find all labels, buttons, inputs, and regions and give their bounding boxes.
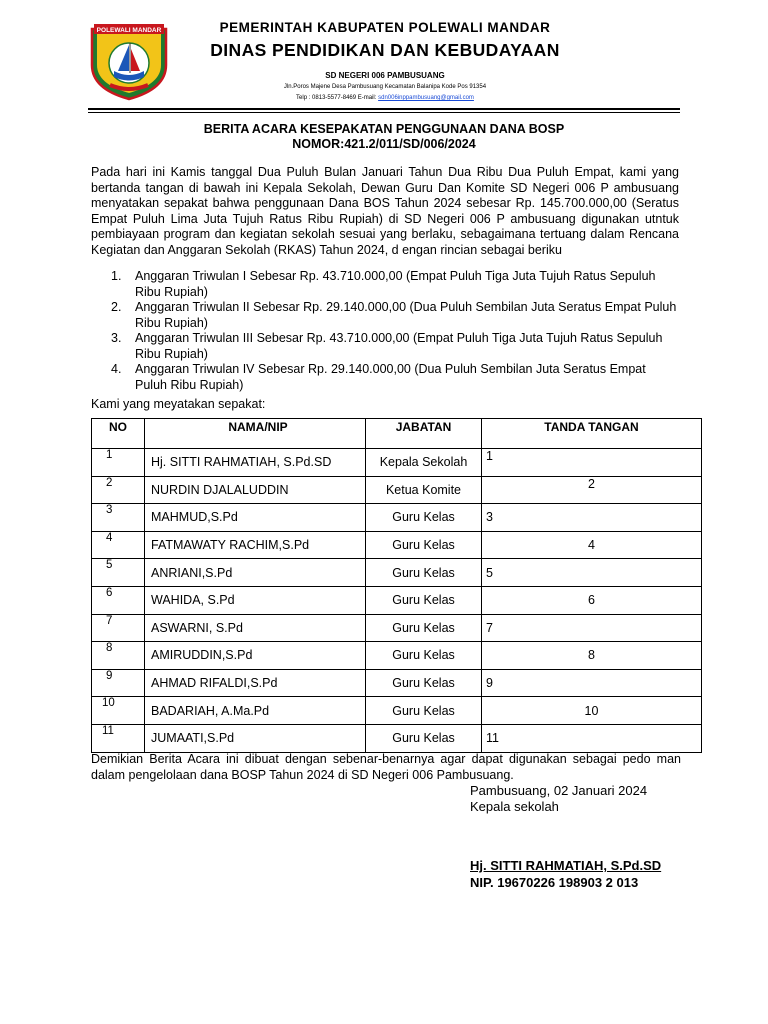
table-row: 9 AHMAD RIFALDI,S.Pd Guru Kelas 9 bbox=[92, 669, 702, 697]
signature-cell: 7 bbox=[482, 614, 702, 642]
table-row: 1 Hj. SITTI RAHMATIAH, S.Pd.SD Kepala Sekolah 1 bbox=[92, 449, 702, 477]
list-item: 2. Anggaran Triwulan II Sebesar Rp. 29.140.000,00 (Dua Puluh Sembilan Juta Seratus Empat Puluh Ribu Rupiah) bbox=[111, 300, 677, 330]
school-address: Jln.Poros Majene Desa Pambusuang Kecamatan Balanipa Kode Pos 91354 bbox=[283, 84, 487, 90]
signature-cell: 2 bbox=[482, 476, 702, 504]
header-signature: TANDA TANGAN bbox=[482, 419, 702, 449]
header-divider-thick bbox=[88, 108, 680, 110]
list-item: 4. Anggaran Triwulan IV Sebesar Rp. 29.140.000,00 (Dua Puluh Sembilan Juta Seratus Empat Puluh Ribu Rupiah) bbox=[111, 362, 646, 392]
signatories-table bbox=[91, 418, 702, 753]
government-name: PEMERINTAH KABUPATEN POLEWALI MANDAR bbox=[219, 20, 551, 35]
table-row: 5 ANRIANI,S.Pd Guru Kelas 5 bbox=[92, 559, 702, 587]
phone-text: Telp : 0813-5577-8469 E-mail: bbox=[296, 95, 377, 101]
signature-cell: 6 bbox=[482, 586, 702, 614]
list-item: 1. Anggaran Triwulan I Sebesar Rp. 43.710.000,00 (Empat Puluh Tiga Juta Tujuh Ratus Sepuluh Ribu Rupiah) bbox=[111, 269, 656, 299]
signature-cell: 5 bbox=[482, 559, 702, 587]
agreement-label: Kami yang meyatakan sepakat: bbox=[91, 397, 266, 411]
signature-cell: 9 bbox=[482, 669, 702, 697]
contact-line bbox=[190, 95, 580, 101]
intro-paragraph: Pada hari ini Kamis tanggal Dua Puluh Bulan Januari Tahun Dua Ribu Dua Puluh Empat, kami yang bertanda tangan di bawah ini Kepala Sekolah, Dewan Guru Dan Komite SD Negeri 006 P ambusuang menyatakan sepakat bahwa penggunaan Dana BOS Tahun 2024 sebesar Rp. 145.700.000,00 (Seratus Empat Puluh Lima Juta Tujuh Ratus Ribu Rupiah) di SD Negeri 006 P ambusuang digunakan utntuk pembiayaan program dan kegiatan sekolah sesuai yang berlaku, sebagaimana tertuang dalam Rencana Kegiatan dan Anggaran Sekolah (RKAS) Tahun 2024, d engan rincian sebagai beriku bbox=[91, 165, 679, 257]
budget-list bbox=[91, 269, 679, 393]
document-title: BERITA ACARA KESEPAKATAN PENGGUNAAN DANA BOSP bbox=[203, 122, 565, 136]
table-row: 4 FATMAWATY RACHIM,S.Pd Guru Kelas 4 bbox=[92, 531, 702, 559]
table-row: 11 JUMAATI,S.Pd Guru Kelas 11 bbox=[92, 724, 702, 752]
document-number: NOMOR:421.2/011/SD/006/2024 bbox=[292, 137, 476, 151]
header-divider-thin bbox=[88, 112, 680, 113]
agency-name: DINAS PENDIDIKAN DAN KEBUDAYAAN bbox=[210, 40, 560, 60]
table-row: 8 AMIRUDDIN,S.Pd Guru Kelas 8 bbox=[92, 642, 702, 670]
table-row: 10 BADARIAH, A.Ma.Pd Guru Kelas 10 bbox=[92, 697, 702, 725]
closing-paragraph: Demikian Berita Acara ini dibuat dengan sebenar-benarnya agar dapat digunakan sebagai pedo man dalam pengelolaan dana BOSP Tahun 2024 di SD Negeri 006 Pambusuang. bbox=[91, 752, 681, 782]
signature-cell: 10 bbox=[482, 697, 702, 725]
header-no: NO bbox=[92, 419, 145, 449]
table-row: 2 NURDIN DJALALUDDIN Ketua Komite 2 bbox=[92, 476, 702, 504]
school-name: SD NEGERI 006 PAMBUSUANG bbox=[325, 71, 445, 80]
table-row: 7 ASWARNI, S.Pd Guru Kelas 7 bbox=[92, 614, 702, 642]
signature-cell: 8 bbox=[482, 642, 702, 670]
header-name: NAMA/NIP bbox=[145, 419, 366, 449]
signature-cell: 1 bbox=[482, 449, 702, 477]
table-row: 6 WAHIDA, S.Pd Guru Kelas 6 bbox=[92, 586, 702, 614]
signature-cell: 3 bbox=[482, 504, 702, 532]
logo-text: POLEWALI MANDAR bbox=[96, 27, 162, 34]
table-header-row bbox=[92, 419, 702, 449]
signer-role: Kepala sekolah bbox=[470, 799, 559, 814]
table-row: 3 MAHMUD,S.Pd Guru Kelas 3 bbox=[92, 504, 702, 532]
list-item: 3. Anggaran Triwulan III Sebesar Rp. 43.710.000,00 (Empat Puluh Tiga Juta Tujuh Ratus Sepuluh Ribu Rupiah) bbox=[111, 331, 663, 361]
header-position: JABATAN bbox=[366, 419, 482, 449]
signature-cell: 4 bbox=[482, 531, 702, 559]
place-date: Pambusuang, 02 Januari 2024 bbox=[470, 783, 648, 798]
signer-nip: NIP. 19670226 198903 2 013 bbox=[470, 875, 639, 890]
email-link[interactable]: sdn006inppambusuang@gmail.com bbox=[378, 95, 474, 101]
signer-name: Hj. SITTI RAHMATIAH, S.Pd.SD bbox=[470, 858, 662, 873]
signature-cell: 11 bbox=[482, 724, 702, 752]
regency-logo bbox=[88, 21, 170, 101]
